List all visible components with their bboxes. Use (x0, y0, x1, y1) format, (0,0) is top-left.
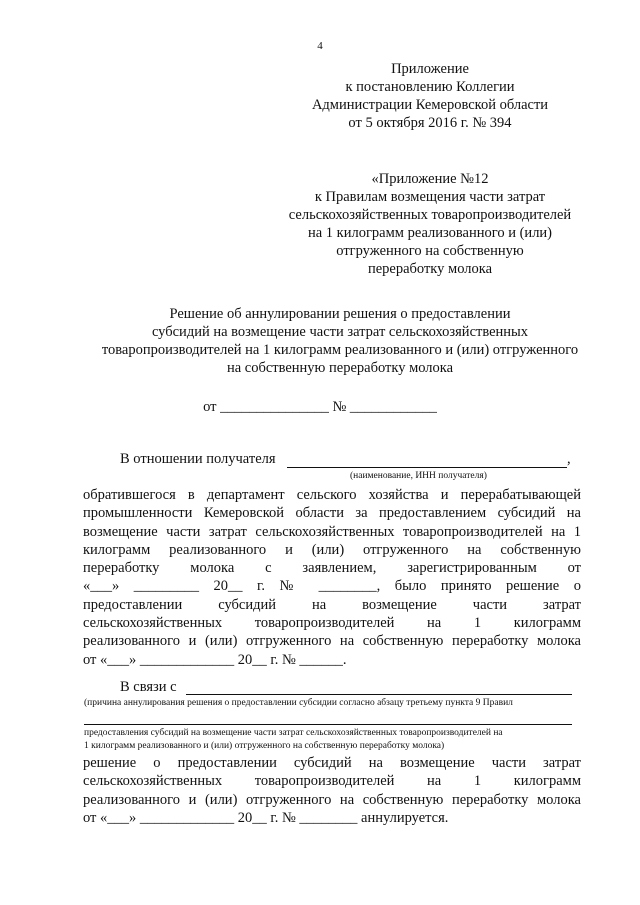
rules-line: «Приложение №12 (371, 171, 489, 187)
paragraph-line: промышленности Кемеровской области за предоставлением субсидий на (83, 505, 581, 522)
page-number: 4 (317, 40, 323, 52)
paragraph-line: обратившегося в департамент сельского хозяйства и перерабатывающей (83, 487, 581, 503)
reason-caption: 1 килограмм реализованного и (или) отгруженного на собственную переработку молока) (84, 741, 445, 751)
paragraph-line: решение о предоставлении субсидий на возмещение части затрат (83, 755, 581, 771)
appendix-line: Администрации Кемеровской области (311, 97, 549, 113)
reason-field-line[interactable] (186, 694, 572, 695)
rules-line: сельскохозяйственных товаропроизводителей (288, 207, 572, 223)
rules-header (270, 170, 590, 278)
appendix-line: от 5 октября 2016 г. № 394 (348, 115, 512, 131)
recipient-field-line[interactable] (287, 467, 567, 468)
recipient-label: В отношении получателя (120, 451, 276, 467)
rules-line: переработку молока (367, 261, 493, 277)
appendix-line: к постановлению Коллегии (345, 79, 515, 95)
document-title (60, 305, 620, 377)
paragraph-decision (83, 486, 581, 669)
reason-field-line-2[interactable] (84, 724, 572, 725)
paragraph-line: переработку молока с заявлением, зарегистрированным от (83, 560, 581, 577)
title-line: на собственную переработку молока (226, 360, 454, 376)
title-line: Решение об аннулировании решения о предоставлении (169, 306, 511, 322)
paragraph-line: от «___» _____________ 20__ г. № ________ аннулируется. (83, 809, 449, 826)
paragraph-line: килограмм реализованного и (или) отгруженного на собственную (83, 541, 581, 558)
rules-line: на 1 килограмм реализованного и (или) (307, 225, 553, 241)
rules-line: отгруженного на собственную (336, 243, 524, 259)
paragraph-line: сельскохозяйственных товаропроизводителей на 1 килограмм (83, 615, 581, 632)
title-line: субсидий на возмещение части затрат сельскохозяйственных (151, 324, 529, 340)
reason-label: В связи с (120, 679, 177, 695)
paragraph-line: возмещение части затрат сельскохозяйственных товаропроизводителей на 1 (83, 523, 581, 540)
rules-line: к Правилам возмещения части затрат (314, 189, 546, 205)
recipient-caption: (наименование, ИНН получателя) (350, 471, 487, 481)
title-line: товаропроизводителей на 1 килограмм реализованного и (или) отгруженного (101, 342, 579, 358)
paragraph-line: «___» _________ 20__ г. № ________, было принято решение о (83, 578, 581, 595)
paragraph-line: реализованного и (или) отгруженного на собственную переработку молока (83, 791, 581, 808)
reason-caption: предоставления субсидий на возмещение части затрат сельскохозяйственных товаропроизводителей на (84, 728, 503, 738)
paragraph-line: реализованного и (или) отгруженного на собственную переработку молока (83, 633, 581, 650)
paragraph-line: предоставлении субсидий на возмещение части затрат (83, 596, 581, 613)
paragraph-line: от «___» _____________ 20__ г. № ______. (83, 651, 347, 668)
paragraph-line: сельскохозяйственных товаропроизводителей на 1 килограмм (83, 773, 581, 790)
reason-caption: (причина аннулирования решения о предоставлении субсидии согласно абзацу третьему пункта 9 Правил (84, 698, 513, 708)
appendix-header (290, 60, 570, 132)
recipient-comma: , (567, 451, 571, 467)
paragraph-annulment (83, 754, 581, 827)
appendix-line: Приложение (391, 61, 469, 77)
date-number-line: от _______________ № ____________ (203, 399, 437, 415)
